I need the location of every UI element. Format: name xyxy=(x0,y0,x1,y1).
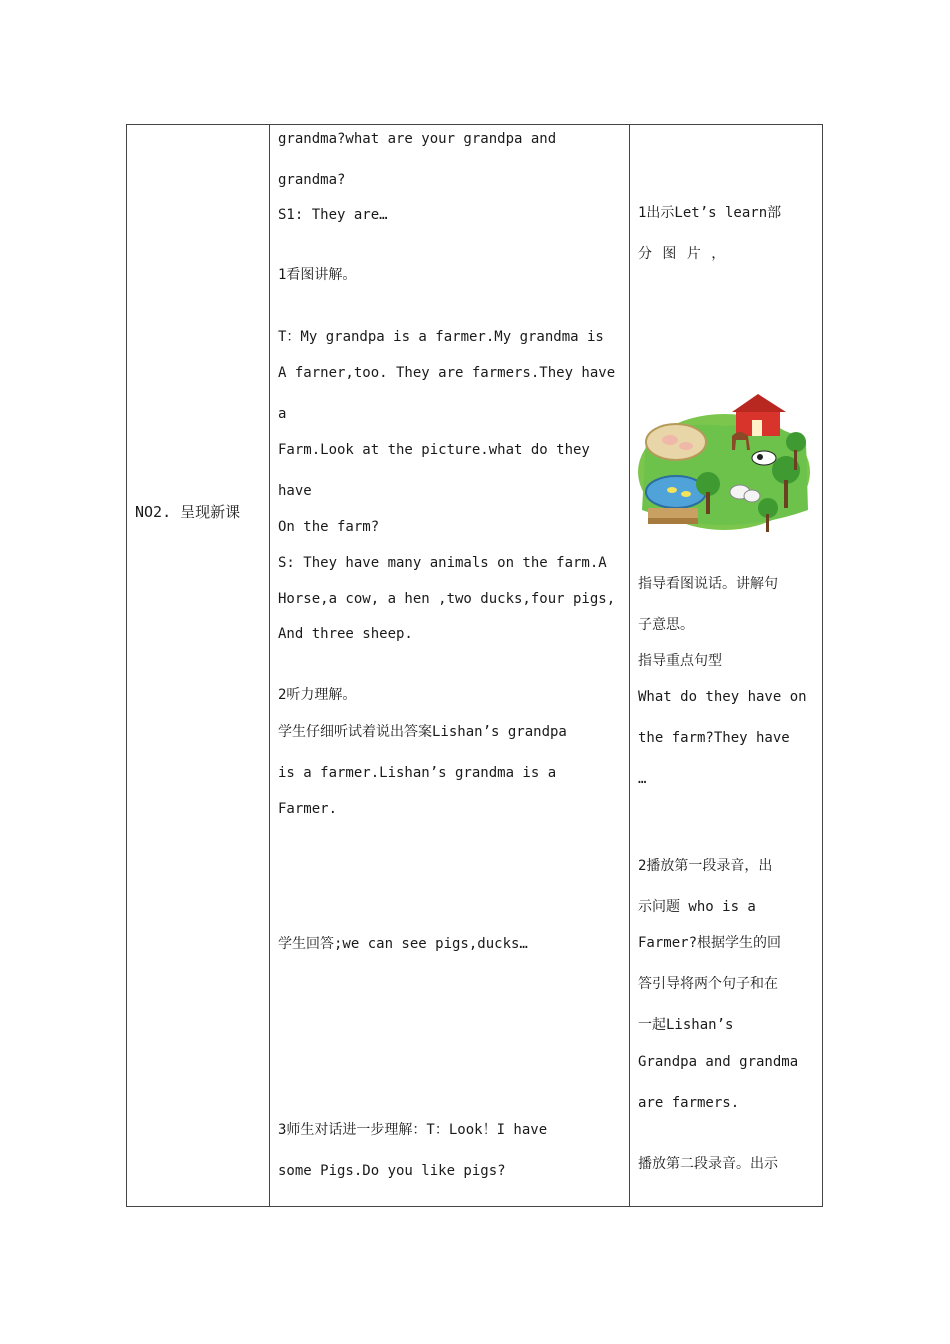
section-label: NO2. 呈现新课 xyxy=(135,503,241,521)
farm-scene-icon xyxy=(636,380,812,540)
content-line: Farm.Look at the picture.what do they xyxy=(278,442,590,458)
content-line: 指导看图说话。讲解句 xyxy=(638,576,778,592)
content-line: are farmers. xyxy=(638,1095,740,1111)
content-line: Horse,a cow, a hen ,two ducks,four pigs, xyxy=(278,591,616,607)
content-line: What do they have on xyxy=(638,689,807,705)
content-line: 1看图讲解。 xyxy=(278,267,357,283)
column-divider xyxy=(629,125,630,1206)
content-line: 3师生对话进一步理解：T：Look！I have xyxy=(278,1122,548,1138)
content-line: 2播放第一段录音，出 xyxy=(638,858,773,874)
content-line: 示问题 who is a xyxy=(638,899,756,915)
content-line: 答引导将两个句子和在 xyxy=(638,976,778,992)
column-divider xyxy=(269,125,270,1206)
content-line: have xyxy=(278,483,312,499)
content-line: 一起Lishan’s xyxy=(638,1017,734,1033)
lesson-plan-table xyxy=(126,124,823,1207)
content-line: the farm?They have xyxy=(638,730,790,746)
content-line: grandma?what are your grandpa and xyxy=(278,131,557,147)
content-line: T：My grandpa is a farmer.My grandma is xyxy=(278,329,604,345)
content-line: 指导重点句型 xyxy=(638,653,722,669)
content-line: A farner,too. They are farmers.They have xyxy=(278,365,616,381)
content-line: Farmer. xyxy=(278,801,338,817)
content-line: … xyxy=(638,771,647,787)
content-line: 学生回答;we can see pigs,ducks… xyxy=(278,936,528,952)
content-line: On the farm? xyxy=(278,519,380,535)
content-line: some Pigs.Do you like pigs? xyxy=(278,1163,506,1179)
content-line: S1: They are… xyxy=(278,207,388,223)
content-line: 分 图 片 ， xyxy=(638,246,727,262)
content-line: S: They have many animals on the farm.A xyxy=(278,555,607,571)
content-line: 2听力理解。 xyxy=(278,687,357,703)
content-line: 子意思。 xyxy=(638,617,694,633)
content-line: And three sheep. xyxy=(278,626,413,642)
content-line: Farmer?根据学生的回 xyxy=(638,935,782,951)
content-line: 学生仔细听试着说出答案Lishan’s grandpa xyxy=(278,724,567,740)
content-line: is a farmer.Lishan’s grandma is a xyxy=(278,765,557,781)
content-line: a xyxy=(278,406,287,422)
content-line: 播放第二段录音。出示 xyxy=(638,1156,778,1172)
content-line: grandma? xyxy=(278,172,346,188)
content-line: 1出示Let’s learn部 xyxy=(638,205,782,221)
content-line: Grandpa and grandma xyxy=(638,1054,799,1070)
